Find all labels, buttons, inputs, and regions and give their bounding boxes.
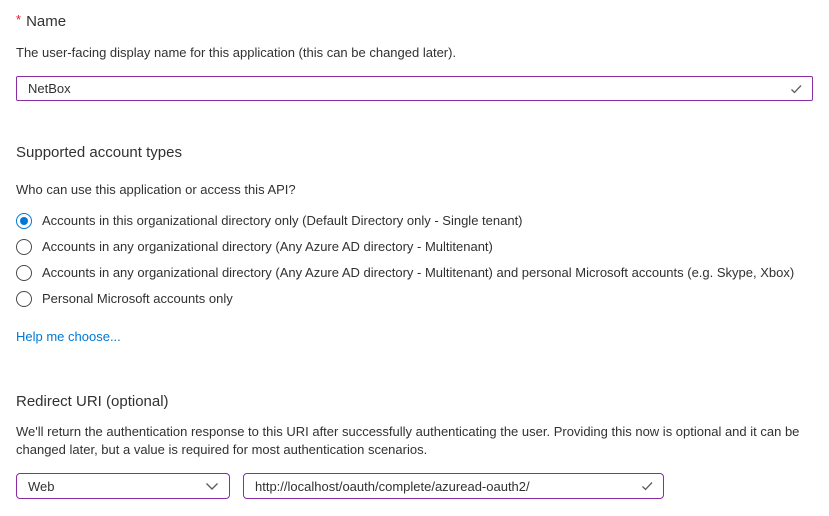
radio-button-icon[interactable]: [16, 291, 32, 307]
radio-button-icon[interactable]: [16, 213, 32, 229]
chevron-down-icon: [204, 478, 220, 494]
radio-button-icon[interactable]: [16, 265, 32, 281]
radio-option-multitenant[interactable]: [16, 234, 813, 260]
redirect-uri-title: Redirect URI (optional): [16, 393, 169, 410]
radio-option-label: Accounts in any organizational directory (Any Azure AD directory - Multitenant) and personal Microsoft accounts (e.g. Skype, Xbox): [42, 265, 795, 280]
name-title-text: Name: [26, 13, 67, 30]
valid-check-icon: [639, 478, 655, 494]
redirect-uri-input[interactable]: [255, 479, 639, 494]
platform-select-value: Web: [28, 478, 55, 494]
radio-option-single-tenant[interactable]: [16, 208, 813, 234]
radio-option-label: Personal Microsoft accounts only: [42, 291, 233, 306]
radio-option-personal-only[interactable]: [16, 286, 813, 312]
valid-check-icon: [788, 81, 804, 97]
required-asterisk: *: [16, 12, 22, 27]
account-type-radio-group: [16, 208, 813, 312]
radio-option-label: Accounts in any organizational directory (Any Azure AD directory - Multitenant): [42, 239, 493, 254]
name-description: The user-facing display name for this application (this can be changed later).: [16, 45, 457, 60]
account-types-question: Who can use this application or access this API?: [16, 182, 296, 197]
redirect-uri-controls: [16, 473, 813, 499]
name-input[interactable]: [28, 81, 788, 96]
radio-button-icon[interactable]: [16, 239, 32, 255]
redirect-uri-input-container: [243, 473, 664, 499]
redirect-uri-description: We'll return the authentication response to this URI after successfully authenticating the user. Providing this now is optional and it can be changed later, but a value is required for most authentication scenarios.: [16, 424, 800, 457]
name-input-container: [16, 76, 813, 101]
platform-select[interactable]: [16, 473, 230, 499]
radio-option-multitenant-personal[interactable]: [16, 260, 813, 286]
account-types-title: Supported account types: [16, 144, 182, 161]
name-section-title: [16, 12, 813, 32]
help-me-choose-link[interactable]: Help me choose...: [16, 329, 121, 344]
radio-option-label: Accounts in this organizational directory only (Default Directory only - Single tenant): [42, 213, 523, 228]
